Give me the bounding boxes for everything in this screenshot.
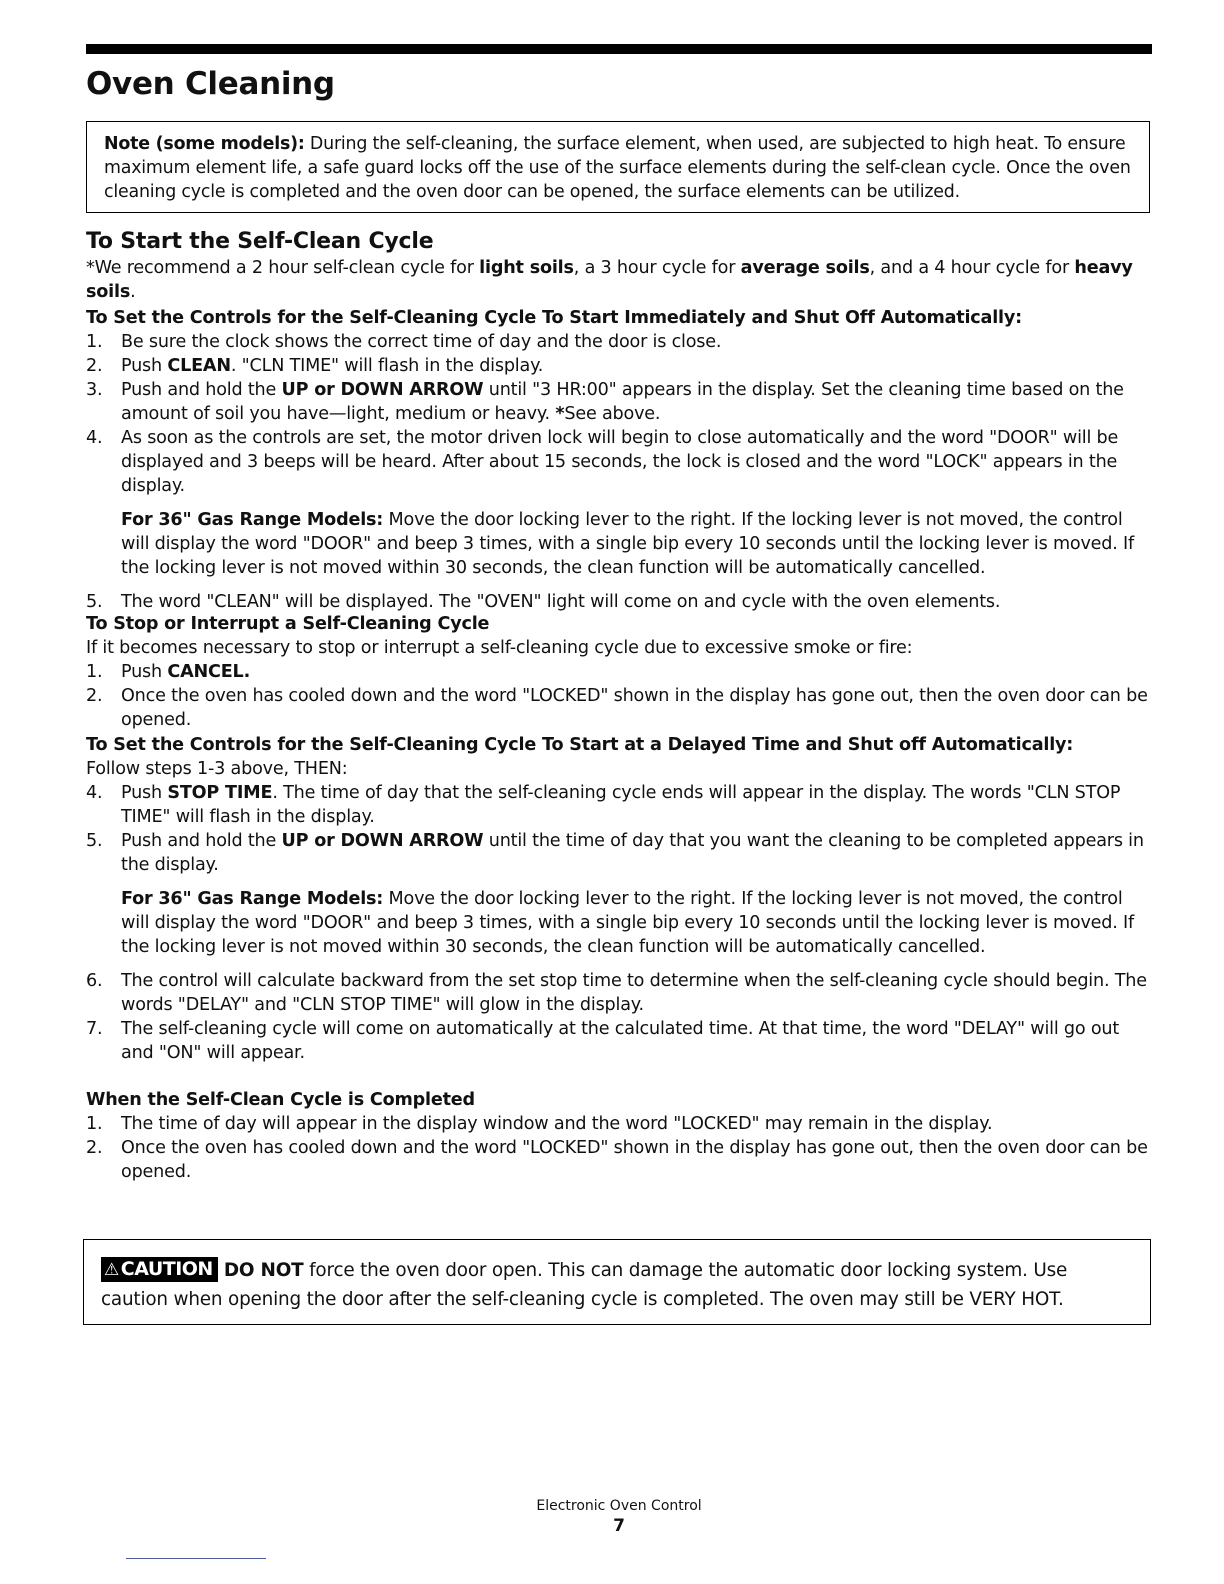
start-intro: *We recommend a 2 hour self-clean cycle for light soils, a 3 hour cycle for average soils, and a 4 hour cycle for heavy soils.	[86, 258, 1133, 302]
list-item: 3. Push and hold the UP or DOWN ARROW until "3 HR:00" appears in the display. Set the cleaning time based on the amount of soil you have—light, medium or heavy. *See above.	[86, 380, 1124, 424]
delayed-steps-cont	[86, 969, 1156, 1065]
warning-icon: ⚠	[104, 1260, 119, 1280]
list-item: 2. Once the oven has cooled down and the word "LOCKED" shown in the display has gone out, then the oven door can be opened.	[86, 1138, 1148, 1182]
list-item: 7. The self-cleaning cycle will come on automatically at the calculated time. At that time, the word "DELAY" will go out and "ON" will appear.	[86, 1019, 1120, 1063]
immediate-heading: To Set the Controls for the Self-Cleaning Cycle To Start Immediately and Shut Off Automatically:	[86, 308, 1022, 328]
start-section	[86, 228, 1156, 304]
delayed-heading: To Set the Controls for the Self-Cleaning Cycle To Start at a Delayed Time and Shut off Automatically:	[86, 735, 1074, 755]
page-number: 7	[613, 1516, 625, 1536]
list-item: 5. Push and hold the UP or DOWN ARROW until the time of day that you want the cleaning to be completed appears in the display.	[86, 831, 1144, 875]
list-item: 2. Push CLEAN. "CLN TIME" will flash in the display.	[86, 356, 544, 376]
note-label: Note (some models):	[104, 134, 305, 154]
list-item: 4. Push STOP TIME. The time of day that the self-cleaning cycle ends will appear in the display. The words "CLN STOP TIME" will flash in the display.	[86, 783, 1121, 827]
page-title: Oven Cleaning	[86, 66, 335, 102]
caution-badge: ⚠ CAUTION	[101, 1257, 218, 1282]
delayed-gas-note: For 36" Gas Range Models: Move the door locking lever to the right. If the locking lever is not moved, the control will display the word "DOOR" and beep 3 times, with a single bip every 10 seconds until the locking lever is moved. If the locking lever is not moved within 30 seconds, the clean function will be automatically cancelled.	[121, 889, 1135, 957]
list-item: 5. The word "CLEAN" will be displayed. The "OVEN" light will come on and cycle with the oven elements.	[86, 592, 1001, 612]
stop-steps	[86, 660, 1156, 732]
list-item: 1. The time of day will appear in the display window and the word "LOCKED" may remain in the display.	[86, 1114, 993, 1134]
header-rule	[86, 44, 1152, 54]
note-box	[86, 121, 1150, 213]
caution-box	[83, 1239, 1151, 1325]
list-item: 1. Push CANCEL.	[86, 662, 251, 682]
bottom-rule	[126, 1558, 266, 1559]
footer-title: Electronic Oven Control	[536, 1498, 702, 1514]
completed-section	[86, 1088, 1156, 1184]
delayed-steps	[86, 781, 1156, 877]
footer	[86, 1496, 1152, 1536]
immediate-section	[86, 306, 1156, 614]
list-item: 4. As soon as the controls are set, the motor driven lock will begin to close automatically and the word "DOOR" will be displayed and 3 beeps will be heard. After about 15 seconds, the lock is closed and the word "LOCK" appears in the display.	[86, 428, 1119, 496]
note-text: During the self-cleaning, the surface element, when used, are subjected to high heat. To ensure maximum element life, a safe guard locks off the use of the surface elements during the self-clean cycle. Once the oven cleaning cycle is completed and the oven door can be opened, the surface elements can be utilized.	[104, 134, 1131, 202]
list-item: 1. Be sure the clock shows the correct time of day and the door is close.	[86, 332, 722, 352]
immediate-steps	[86, 330, 1156, 498]
caution-bold: DO NOT	[223, 1260, 304, 1281]
completed-heading: When the Self-Clean Cycle is Completed	[86, 1090, 475, 1110]
stop-intro: If it becomes necessary to stop or interrupt a self-cleaning cycle due to excessive smoke or fire:	[86, 638, 913, 658]
completed-steps	[86, 1112, 1156, 1184]
stop-heading: To Stop or Interrupt a Self-Cleaning Cycle	[86, 614, 490, 634]
stop-section	[86, 612, 1156, 732]
immediate-steps-cont	[86, 590, 1156, 614]
delayed-intro: Follow steps 1-3 above, THEN:	[86, 759, 348, 779]
caution-text: force the oven door open. This can damage the automatic door locking system. Use caution when opening the door after the self-cleaning cycle is completed. The oven may still be VERY HOT.	[101, 1260, 1068, 1310]
list-item: 6. The control will calculate backward from the set stop time to determine when the self-cleaning cycle should begin. The words "DELAY" and "CLN STOP TIME" will glow in the display.	[86, 971, 1147, 1015]
start-heading: To Start the Self-Clean Cycle	[86, 229, 434, 254]
list-item: 2. Once the oven has cooled down and the word "LOCKED" shown in the display has gone out, then the oven door can be opened.	[86, 686, 1148, 730]
delayed-section	[86, 733, 1156, 1065]
immediate-gas-note: For 36" Gas Range Models: Move the door locking lever to the right. If the locking lever is not moved, the control will display the word "DOOR" and beep 3 times, with a single bip every 10 seconds until the locking lever is moved. If the locking lever is not moved within 30 seconds, the clean function will be automatically cancelled.	[121, 510, 1135, 578]
